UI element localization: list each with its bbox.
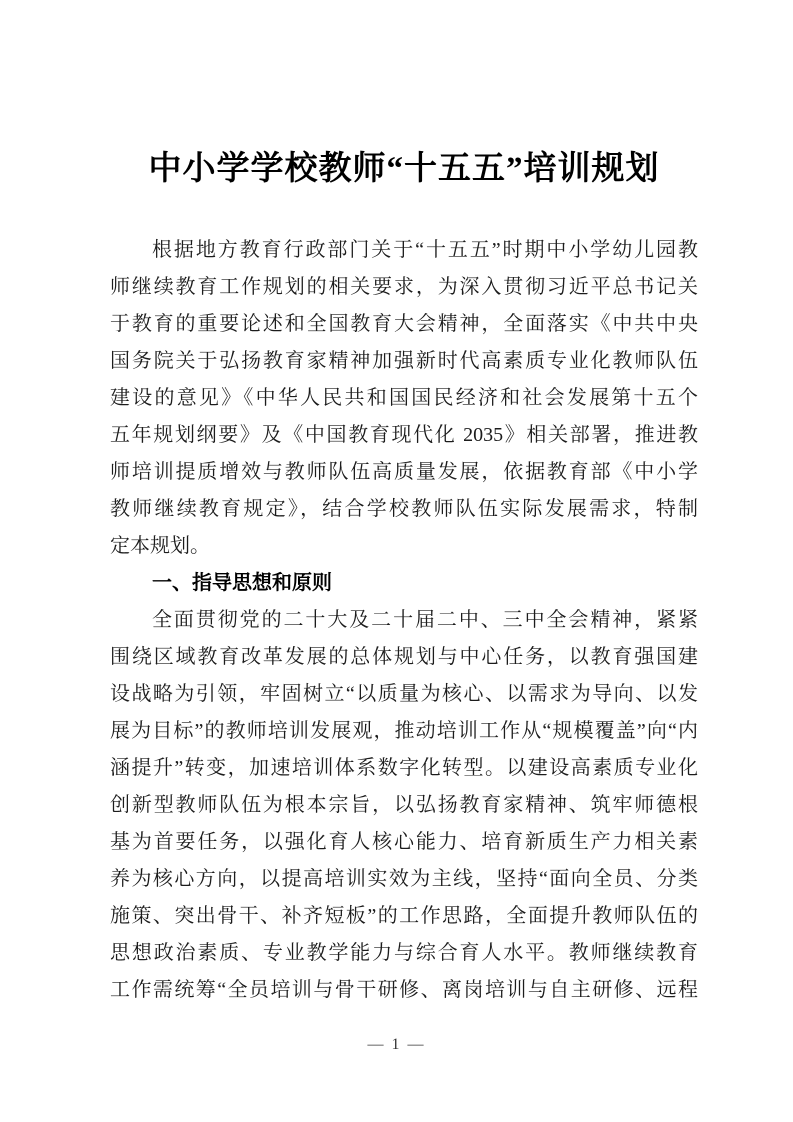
- paragraph-line: 教师继续教育规定》，结合学校教师队伍实际发展需求，特制: [110, 498, 698, 520]
- paragraph-line: 涵提升”转变，加速培训体系数字化转型。以建设高素质专业化: [110, 757, 698, 779]
- paragraph-line: 建设的意见》《中华人民共和国国民经济和社会发展第十五个: [110, 387, 698, 409]
- paragraph-line: 国务院关于弘扬教育家精神加强新时代高素质专业化教师队伍: [110, 350, 698, 372]
- paragraph-line: 思想政治素质、专业教学能力与综合育人水平。教师继续教育: [110, 942, 698, 964]
- paragraph-line: 施策、突出骨干、补齐短板”的工作思路，全面提升教师队伍的: [110, 905, 698, 927]
- paragraph-line: 全面贯彻党的二十大及二十届二中、三中全会精神，紧紧: [152, 609, 698, 631]
- paragraph-line: 创新型教师队伍为根本宗旨，以弘扬教育家精神、筑牢师德根: [110, 794, 698, 816]
- paragraph-line: 五年规划纲要》及《中国教育现代化 2035》相关部署，推进教: [110, 424, 698, 446]
- paragraph-line: 师培训提质增效与教师队伍高质量发展，依据教育部《中小学: [110, 461, 698, 483]
- paragraph-line: 养为核心方向，以提高培训实效为主线，坚持“面向全员、分类: [110, 868, 698, 890]
- document-title: 中小学学校教师“十五五”培训规划: [148, 151, 660, 187]
- paragraph-line: 围绕区域教育改革发展的总体规划与中心任务，以教育强国建: [110, 646, 698, 668]
- document-body: [110, 232, 698, 1009]
- paragraph-line: 展为目标”的教师培训发展观，推动培训工作从“规模覆盖”向“内: [110, 720, 698, 742]
- paragraph-line: 师继续教育工作规划的相关要求，为深入贯彻习近平总书记关: [110, 276, 698, 298]
- paragraph-line: 设战略为引领，牢固树立“以质量为核心、以需求为导向、以发: [110, 683, 698, 705]
- paragraph-line: 工作需统筹“全员培训与骨干研修、离岗培训与自主研修、远程: [110, 979, 698, 1001]
- paragraph-line: 基为首要任务，以强化育人核心能力、培育新质生产力相关素: [110, 831, 698, 853]
- paragraph-line: 定本规划。: [110, 535, 210, 557]
- page-number: — 1 —: [367, 1036, 426, 1053]
- paragraph-line: 根据地方教育行政部门关于“十五五”时期中小学幼儿园教: [152, 239, 698, 261]
- section-heading: 一、指导思想和原则: [152, 572, 332, 594]
- paragraph-line: 于教育的重要论述和全国教育大会精神，全面落实《中共中央: [110, 313, 698, 335]
